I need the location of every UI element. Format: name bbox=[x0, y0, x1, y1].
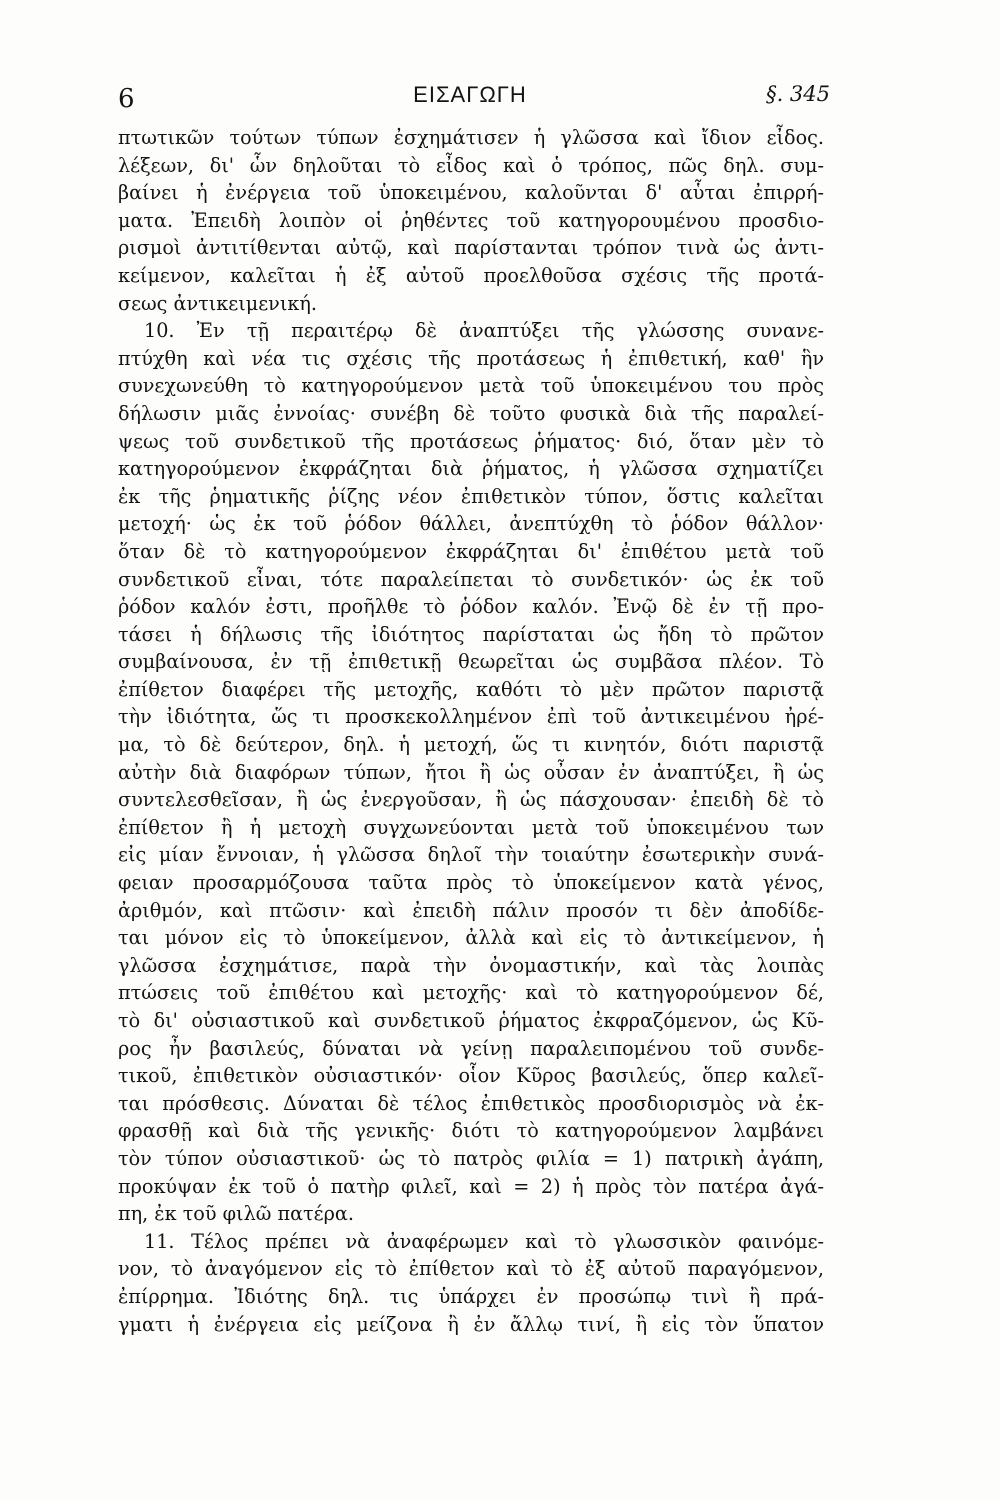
text-line: ρος ἦν βασιλεύς, δύναται νὰ γείνῃ παραλειπομένου τοῦ συνδε- bbox=[118, 1036, 824, 1060]
text-line: τάσει ἡ δήλωσις τῆς ἰδιότητος παρίσταται ὡς ἤδη τὸ πρῶτον bbox=[118, 622, 824, 646]
text-line: γματι ἡ ἐνέργεια εἰς μείζονα ἢ ἐν ἄλλῳ τινί, ἢ εἰς τὸν ὕπατον bbox=[118, 1312, 824, 1336]
text-line: γλῶσσα ἐσχημάτισε, παρὰ τὴν ὀνομαστικήν, καὶ τὰς λοιπὰς bbox=[118, 953, 824, 977]
text-line: τὴν ἰδιότητα, ὥς τι προσκεκολλημένον ἐπὶ τοῦ ἀντικειμένου ἠρέ- bbox=[118, 705, 824, 729]
text-line: τὸ δι' οὐσιαστικοῦ καὶ συνδετικοῦ ῥήματος ἐκφραζόμενον, ὡς Κῦ- bbox=[118, 1009, 824, 1032]
text-line: κείμενον, καλεῖται ἡ ἐξ αὐτοῦ προελθοῦσα σχέσις τῆς προτά- bbox=[118, 263, 824, 287]
page-header bbox=[110, 70, 830, 114]
text-line: τὸν τύπον οὐσιαστικοῦ· ὡς τὸ πατρὸς φιλία = 1) πατρικὴ ἀγάπη, bbox=[118, 1146, 824, 1170]
text-line: κατηγορούμενον ἐκφράζηται διὰ ῥήματος, ἡ γλῶσσα σχηματίζει bbox=[118, 457, 824, 481]
text-line: συμβαίνουσα, ἐν τῇ ἐπιθετικῇ θεωρεῖται ὡς συμβᾶσα πλέον. Τὸ bbox=[118, 650, 824, 674]
text-line: φρασθῇ καὶ διὰ τῆς γενικῆς· διότι τὸ κατηγορούμενον λαμβάνει bbox=[118, 1119, 824, 1143]
text-line: αὐτὴν διὰ διαφόρων τύπων, ἤτοι ἢ ὡς οὖσαν ἐν ἀναπτύξει, ἢ ὡς bbox=[118, 760, 824, 784]
text-line: ἐπίθετον διαφέρει τῆς μετοχῆς, καθότι τὸ μὲν πρῶτον παριστᾷ bbox=[118, 677, 824, 701]
text-line: συνεχωνεύθη τὸ κατηγορούμενον μετὰ τοῦ ὑποκειμένου του πρὸς bbox=[118, 374, 824, 398]
text-line: ἐκ τῆς ῥηματικῆς ῥίζης νέον ἐπιθετικὸν τύπον, ὅστις καλεῖται bbox=[118, 484, 824, 508]
text-line: ἀριθμόν, καὶ πτῶσιν· καὶ ἐπειδὴ πάλιν προσόν τι δὲν ἀποδίδε- bbox=[118, 898, 824, 922]
text-line: σεως ἀντικειμενική. bbox=[118, 291, 317, 315]
text-line: ἐπίθετον ἢ ἡ μετοχὴ συγχωνεύονται μετὰ τοῦ ὑποκειμένου των bbox=[118, 815, 824, 839]
text-line: λέξεων, δι' ὧν δηλοῦται τὸ εἶδος καὶ ὁ τρόπος, πῶς δηλ. συμ- bbox=[118, 153, 824, 177]
section-reference: §. 345 bbox=[766, 82, 830, 106]
text-line: ματα. Ἐπειδὴ λοιπὸν οἱ ῥηθέντες τοῦ κατηγορουμένου προσδιο- bbox=[118, 208, 824, 232]
text-line: πτύχθη καὶ νέα τις σχέσις τῆς προτάσεως ἡ ἐπιθετική, καθ' ἣν bbox=[118, 346, 824, 370]
text-line: 11. Τέλος πρέπει νὰ ἀναφέρωμεν καὶ τὸ γλωσσικὸν φαινόμε- bbox=[144, 1229, 824, 1253]
text-line: 10. Ἐν τῇ περαιτέρῳ δὲ ἀναπτύξει τῆς γλώσσης συνανε- bbox=[144, 319, 824, 343]
text-line: συντελεσθεῖσαν, ἢ ὡς ἐνεργοῦσαν, ἢ ὡς πάσχουσαν· ἐπειδὴ δὲ τὸ bbox=[118, 788, 824, 812]
text-line: πτώσεις τοῦ ἐπιθέτου καὶ μετοχῆς· καὶ τὸ κατηγορούμενον δέ, bbox=[118, 981, 824, 1005]
text-line: φειαν προσαρμόζουσα ταῦτα πρὸς τὸ ὑποκείμενον κατὰ γένος, bbox=[118, 871, 824, 895]
text-line: ἐπίρρημα. Ἰδιότης δηλ. τις ὑπάρχει ἐν προσώπῳ τινὶ ἢ πρά- bbox=[118, 1284, 824, 1308]
text-line: εἰς μίαν ἔννοιαν, ἡ γλῶσσα δηλοῖ τὴν τοιαύτην ἐσωτερικὴν συνά- bbox=[118, 843, 824, 867]
text-line: ψεως τοῦ συνδετικοῦ τῆς προτάσεως ῥήματος· διό, ὅταν μὲν τὸ bbox=[118, 429, 824, 453]
text-line: ῥόδον καλόν ἐστι, προῆλθε τὸ ῥόδον καλόν. Ἐνῷ δὲ ἐν τῇ προ- bbox=[118, 595, 824, 619]
text-line: ρισμοὶ ἀντιτίθενται αὐτῷ, καὶ παρίστανται τρόπον τινὰ ὡς ἀντι- bbox=[118, 236, 824, 260]
text-line: μα, τὸ δὲ δεύτερον, δηλ. ἡ μετοχή, ὥς τι κινητόν, διότι παριστᾷ bbox=[118, 733, 824, 757]
text-line: μετοχή· ὡς ἐκ τοῦ ῥόδον θάλλει, ἀνεπτύχθη τὸ ῥόδον θάλλον· bbox=[118, 512, 824, 536]
running-title: ΕΙΣΑΓΩΓΗ bbox=[413, 82, 527, 107]
text-line: δήλωσιν μιᾶς ἐννοίας· συνέβη δὲ τοῦτο φυσικὰ διὰ τῆς παραλεί- bbox=[118, 401, 824, 425]
text-line: προκύψαν ἐκ τοῦ ὁ πατὴρ φιλεῖ, καὶ = 2) ἡ πρὸς τὸν πατέρα ἀγά- bbox=[118, 1174, 824, 1198]
text-line: ται μόνον εἰς τὸ ὑποκείμενον, ἀλλὰ καὶ εἰς τὸ ἀντικείμενον, ἡ bbox=[118, 926, 824, 950]
text-line: ται πρόσθεσις. Δύναται δὲ τέλος ἐπιθετικὸς προσδιορισμὸς νὰ ἐκ- bbox=[118, 1091, 824, 1115]
text-line: βαίνει ἡ ἐνέργεια τοῦ ὑποκειμένου, καλοῦνται δ' αὗται ἐπιρρή- bbox=[118, 181, 824, 205]
text-line: πη, ἐκ τοῦ φιλῶ πατέρα. bbox=[118, 1202, 354, 1226]
text-line: συνδετικοῦ εἶναι, τότε παραλείπεται τὸ συνδετικόν· ὡς ἐκ τοῦ bbox=[118, 567, 824, 591]
body-text bbox=[118, 124, 824, 1338]
text-line: νον, τὸ ἀναγόμενον εἰς τὸ ἐπίθετον καὶ τὸ ἐξ αὐτοῦ παραγόμενον, bbox=[118, 1257, 824, 1281]
text-line: ὅταν δὲ τὸ κατηγορούμενον ἐκφράζηται δι' ἐπιθέτου μετὰ τοῦ bbox=[118, 539, 824, 563]
text-line: τικοῦ, ἐπιθετικὸν οὐσιαστικόν· οἷον Κῦρος βασιλεύς, ὅπερ καλεῖ- bbox=[118, 1064, 824, 1088]
text-line: πτωτικῶν τούτων τύπων ἐσχημάτισεν ἡ γλῶσσα καὶ ἴδιον εἶδος. bbox=[118, 126, 824, 149]
page-number: 6 bbox=[118, 84, 135, 114]
